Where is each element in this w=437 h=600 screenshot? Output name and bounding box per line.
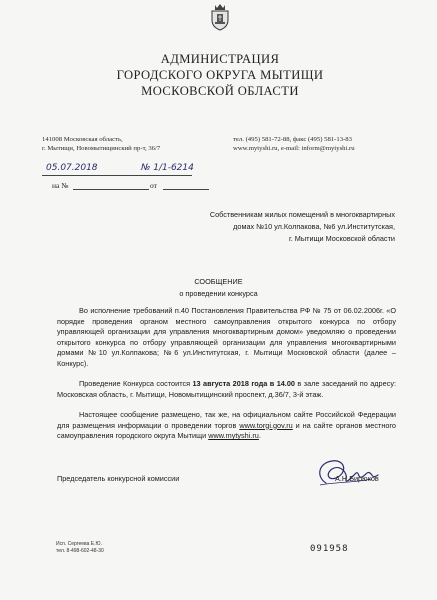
- paragraph-text: Во исполнение требований п.40 Постановления Правительства РФ № 75 от 06.02.2006г. «О порядке проведения органом местного самоуправления открытого конкурса по отбору управляющей организации для управления многоквартирным домом» уведомляю о проведении открытого конкурса по отбору управляющей организации для управления многоквартирными домами №10 ул.Колпакова; №6 ул.Институтская, г. Мытищи Московской области (далее – Конкурс).: [57, 306, 396, 368]
- signatory-name: А.Н.Бирюков: [335, 474, 379, 483]
- label-ot: от: [150, 181, 157, 190]
- paragraph-text: и на сайте органов местного самоуправления городского округа Мытищи: [57, 420, 396, 441]
- address-line2: г. Мытищи, Новомытищинский пр-т, 36/7: [42, 145, 161, 152]
- torgi-link[interactable]: www.torgi.gov.ru: [239, 420, 293, 430]
- paragraph-text: .: [258, 431, 261, 441]
- ref-date-underline: [163, 189, 209, 190]
- signatory-position: Председатель конкурсной комиссии: [57, 474, 180, 483]
- ref-number-underline: [73, 189, 149, 190]
- addressee-line1: Собственникам жилых помещений в многоквартирных: [209, 210, 395, 219]
- addressee-line2: домах №10 ул.Колпакова, №6 ул.Институтская,: [233, 222, 395, 231]
- number-underline: [128, 175, 192, 176]
- label-na-nomer: на №: [52, 181, 69, 190]
- meeting-datetime: 13 августа 2018 года в 14.00: [192, 379, 295, 388]
- executor-phone: тел. 8-498-602-48-30: [56, 548, 104, 554]
- phone-fax-line: тел. (495) 581-72-88, факс (495) 581-13-83: [233, 136, 352, 143]
- body-paragraph-1: [57, 306, 396, 370]
- org-name-line3: МОСКОВСКОЙ ОБЛАСТИ: [141, 84, 299, 98]
- org-name-line1: АДМИНИСТРАЦИЯ: [160, 52, 280, 66]
- mytyshi-link[interactable]: www.mytyshi.ru: [208, 431, 259, 441]
- handwritten-date: 05.07.2018: [46, 163, 98, 173]
- body-paragraph-3: [57, 410, 396, 442]
- web-email-line: www.mytyshi.ru, e-mail: inform@mytyshi.ru: [233, 145, 355, 152]
- body-paragraph-2: [57, 379, 396, 400]
- coat-of-arms-icon: [208, 3, 232, 31]
- paragraph-text: Проведение Конкурса состоится: [79, 379, 193, 388]
- org-name-line2: ГОРОДСКОГО ОКРУГА МЫТИЩИ: [116, 68, 324, 82]
- paragraph-text: в зале заседаний по адресу: Московская область, г. Мытищи, Новомытищинский проспект, д.36/7, 3-й этаж.: [57, 379, 396, 399]
- document-subtitle: о проведении конкурса: [179, 289, 258, 298]
- address-line1: 141008 Московская область,: [42, 136, 123, 143]
- date-underline: [42, 175, 128, 176]
- paragraph-text: Настоящее сообщение размещено, так же, на официальном сайте Российской Федерации для размещения информации о проведении торгов: [57, 410, 396, 430]
- document-title: СООБЩЕНИЕ: [194, 277, 243, 286]
- handwritten-number: № 1/1-6214: [141, 163, 194, 173]
- form-serial-number: 091958: [310, 544, 349, 554]
- addressee-line3: г. Мытищи Московской области: [288, 234, 395, 243]
- executor-name: Исп. Сергеева Е.Ю.: [56, 541, 102, 547]
